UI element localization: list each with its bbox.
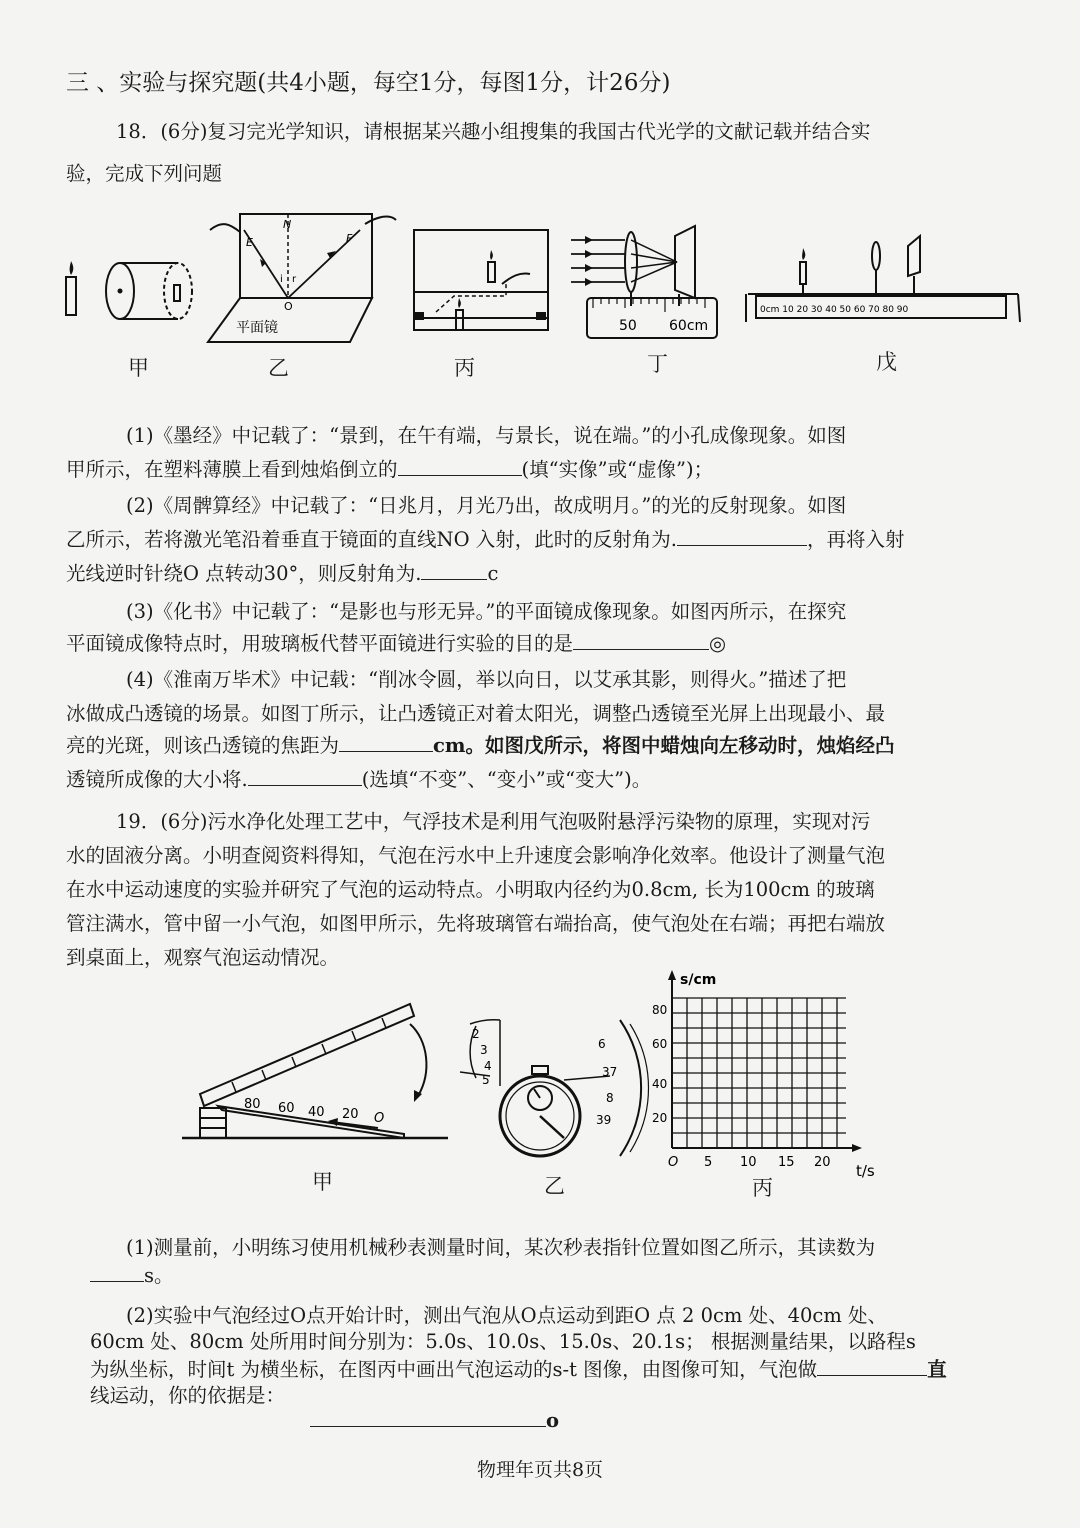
q18-p1-text-pre: 甲所示，在塑料薄膜上看到烛焰倒立的 bbox=[66, 458, 398, 481]
figure-bing-plane-mirror bbox=[408, 222, 558, 342]
figure-ding-label: 丁 bbox=[647, 352, 668, 376]
q18-p4-text4-pre: 透镜所成像的大小将. bbox=[66, 768, 248, 791]
graph-ytick-80: 80 bbox=[652, 1003, 668, 1017]
graph-ylabel: s/cm bbox=[680, 972, 717, 988]
q19-line4: 管注满水，管中留一小气泡，如图甲所示，先将玻璃管右端抬高，使气泡处在右端；再把右端放 bbox=[66, 912, 886, 935]
fig-ding-tick-50: 50 bbox=[619, 318, 637, 334]
q18-intro-line1: 18．(6分)复习完光学知识，请根据某兴趣小组搜集的我国古代光学的文献记载并结合实 bbox=[116, 120, 871, 143]
q18-p4-text-mid: cm。如图戊所示，将图中蜡烛向左移动时，烛焰经凸 bbox=[433, 734, 895, 757]
q19-p2-answer-blank-1[interactable] bbox=[817, 1355, 927, 1376]
q18-p4-line3 bbox=[66, 730, 895, 758]
graph-ytick-20: 20 bbox=[652, 1111, 668, 1125]
fig-yi-e: E bbox=[246, 236, 253, 249]
figure-q19-jia-label: 甲 bbox=[312, 1170, 333, 1194]
q18-p2-text-pre: 乙所示，若将激光笔沿着垂直于镜面的直线NO 入射，此时的反射角为. bbox=[66, 528, 677, 551]
fig-q19-jia-mark-60: 60 bbox=[278, 1101, 295, 1116]
figure-yi-reflection bbox=[200, 210, 400, 350]
figure-wu-label: 戊 bbox=[876, 350, 897, 374]
fig-yi-r: r bbox=[292, 274, 297, 285]
q18-p3-text-post: ◎ bbox=[709, 632, 727, 655]
section-title: 三 、实验与探究题(共4小题，每空1分，每图1分，计26分) bbox=[66, 70, 671, 96]
fig-yi-i: i bbox=[280, 274, 283, 285]
q18-p4-text4-post: (选填“不变”、“变小”或“变大”)。 bbox=[361, 768, 652, 791]
figure-q19-bing-label: 丙 bbox=[752, 1176, 773, 1200]
figure-jia-pinhole-camera bbox=[60, 255, 200, 325]
q18-p1-answer-blank[interactable] bbox=[398, 455, 522, 476]
q19-p2-line5 bbox=[310, 1406, 559, 1432]
q18-p2-text-post: ，再将入射 bbox=[806, 528, 905, 551]
q18-p4-line2: 冰做成凸透镜的场景。如图丁所示，让凸透镜正对着太阳光，调整凸透镜至光屏上出现最小、最 bbox=[66, 702, 886, 725]
graph-xtick-5: 5 bbox=[704, 1155, 713, 1170]
q19-p2-line2: 60cm 处、80cm 处所用时间分别为：5.0s、10.0s、15.0s、20.1s； 根据测量结果，以路程s bbox=[90, 1330, 916, 1353]
q19-line1: 19．(6分)污水净化处理工艺中，气浮技术是利用气泡吸附悬浮污染物的原理，实现对污 bbox=[116, 810, 871, 833]
q19-p2-answer-blank-2[interactable] bbox=[310, 1406, 546, 1427]
figure-yi-label: 乙 bbox=[268, 356, 289, 380]
figure-q19-jia-glass-tube bbox=[182, 1000, 452, 1160]
q18-p4-line4 bbox=[66, 764, 651, 792]
graph-ytick-60: 60 bbox=[652, 1037, 668, 1051]
q18-p4-line1: (4)《淮南万毕术》中记载：“削冰令圆，举以向日，以艾承其影，则得火。”描述了把 bbox=[126, 668, 847, 691]
fig-q19-jia-mark-40: 40 bbox=[308, 1105, 325, 1120]
stopwatch-sec-8: 8 bbox=[606, 1091, 614, 1105]
stopwatch-min-3: 3 bbox=[480, 1043, 488, 1057]
q19-p2-line4: 线运动，你的依据是： bbox=[90, 1384, 286, 1407]
stopwatch-min-5: 5 bbox=[482, 1073, 490, 1087]
figure-ding-focal-length bbox=[565, 220, 730, 340]
figure-bing-label: 丙 bbox=[454, 356, 475, 380]
q18-p2-line3 bbox=[66, 558, 498, 586]
stopwatch-sec-6: 6 bbox=[598, 1037, 606, 1051]
fig-q19-jia-mark-o: O bbox=[374, 1111, 385, 1126]
graph-xtick-o: O bbox=[668, 1155, 679, 1170]
q18-p3-text-pre: 平面镜成像特点时，用玻璃板代替平面镜进行实验的目的是 bbox=[66, 632, 574, 655]
q18-p1-line1: (1)《墨经》中记载了：“景到，在午有端，与景长，说在端。”的小孔成像现象。如图 bbox=[126, 424, 847, 447]
figure-wu-optical-bench bbox=[742, 232, 1022, 332]
figure-jia-label: 甲 bbox=[128, 356, 149, 380]
graph-grid bbox=[672, 998, 846, 1148]
stopwatch-min-2: 2 bbox=[472, 1027, 480, 1041]
q18-p4-text-pre: 亮的光斑，则该凸透镜的焦距为 bbox=[66, 734, 340, 757]
q19-p1-line2 bbox=[90, 1260, 174, 1288]
graph-xlabel: t/s bbox=[856, 1162, 875, 1180]
q18-p1-line2 bbox=[66, 454, 713, 482]
q18-p4-answer-blank-1[interactable] bbox=[339, 731, 433, 752]
q19-p2-line1: (2)实验中气泡经过O点开始计时，测出气泡从O点运动到距O 点 2 0cm 处、40cm 处、 bbox=[126, 1304, 888, 1327]
fig-yi-n: N bbox=[283, 218, 292, 231]
q19-p2-text3-pre: 为纵坐标，时间t 为横坐标，在图丙中画出气泡运动的s-t 图像，由图像可知，气泡做 bbox=[90, 1358, 818, 1381]
q18-p2-answer-blank-1[interactable] bbox=[677, 525, 807, 546]
graph-ytick-40: 40 bbox=[652, 1077, 668, 1091]
figure-q19-yi-stopwatch bbox=[460, 1016, 650, 1166]
q18-intro-line2: 验，完成下列问题 bbox=[66, 162, 223, 185]
q19-p1-answer-blank[interactable] bbox=[90, 1261, 144, 1282]
stopwatch-sec-37: 37 bbox=[602, 1065, 618, 1079]
q18-p1-text-post: (填“实像”或“虚像”)； bbox=[521, 458, 714, 481]
q19-p2-text5-post: o bbox=[546, 1409, 560, 1432]
figure-q19-yi-label: 乙 bbox=[544, 1174, 565, 1198]
fig-ding-tick-60: 60cm bbox=[669, 318, 709, 334]
q18-p4-answer-blank-2[interactable] bbox=[248, 765, 362, 786]
q19-p1-text-post: s。 bbox=[144, 1264, 174, 1287]
q19-p2-line3 bbox=[90, 1354, 947, 1382]
q18-p2-answer-blank-2[interactable] bbox=[421, 559, 487, 580]
q19-line3: 在水中运动速度的实验并研究了气泡的运动特点。小明取内径约为0.8cm, 长为100cm 的玻璃 bbox=[66, 878, 875, 901]
q18-p3-line2 bbox=[66, 628, 726, 656]
fig-wu-scale: 0cm 10 20 30 40 50 60 70 80 90 bbox=[760, 305, 909, 315]
graph-xtick-20: 20 bbox=[814, 1155, 831, 1170]
stopwatch-sec-39: 39 bbox=[596, 1113, 612, 1127]
graph-xtick-10: 10 bbox=[740, 1155, 757, 1170]
q18-p2-text3-post: c bbox=[487, 562, 499, 585]
page-footer: 物理年页共8页 bbox=[476, 1459, 604, 1481]
q18-p2-text3-pre: 光线逆时针绕O 点转动30°，则反射角为. bbox=[66, 562, 422, 585]
q19-p1-line1: (1)测量前，小明练习使用机械秒表测量时间，某次秒表指针位置如图乙所示，其读数为 bbox=[126, 1236, 876, 1259]
graph-xtick-15: 15 bbox=[778, 1155, 795, 1170]
q18-p2-line2 bbox=[66, 524, 904, 552]
q18-p3-line1: (3)《化书》中记载了：“是影也与形无异。”的平面镜成像现象。如图丙所示，在探究 bbox=[126, 600, 847, 623]
q19-line2: 水的固液分离。小明查阅资料得知，气泡在污水中上升速度会影响净化效率。他设计了测量气泡 bbox=[66, 844, 886, 867]
fig-q19-jia-mark-80: 80 bbox=[244, 1097, 261, 1112]
q18-p2-line1: (2)《周髀算经》中记载了：“日兆月，月光乃出，故成明月。”的光的反射现象。如图 bbox=[126, 494, 847, 517]
stopwatch-min-4: 4 bbox=[484, 1059, 492, 1073]
fig-q19-jia-mark-20: 20 bbox=[342, 1107, 359, 1122]
fig-yi-o: O bbox=[284, 300, 293, 313]
q19-p2-text3-post: 直 bbox=[927, 1358, 947, 1381]
fig-yi-f: F bbox=[346, 232, 353, 245]
fig-yi-mirror: 平面镜 bbox=[236, 320, 278, 336]
figure-q19-bing-st-graph bbox=[650, 968, 890, 1180]
q19-line5: 到桌面上，观察气泡运动情况。 bbox=[66, 946, 340, 969]
q18-p3-answer-blank[interactable] bbox=[573, 629, 709, 650]
